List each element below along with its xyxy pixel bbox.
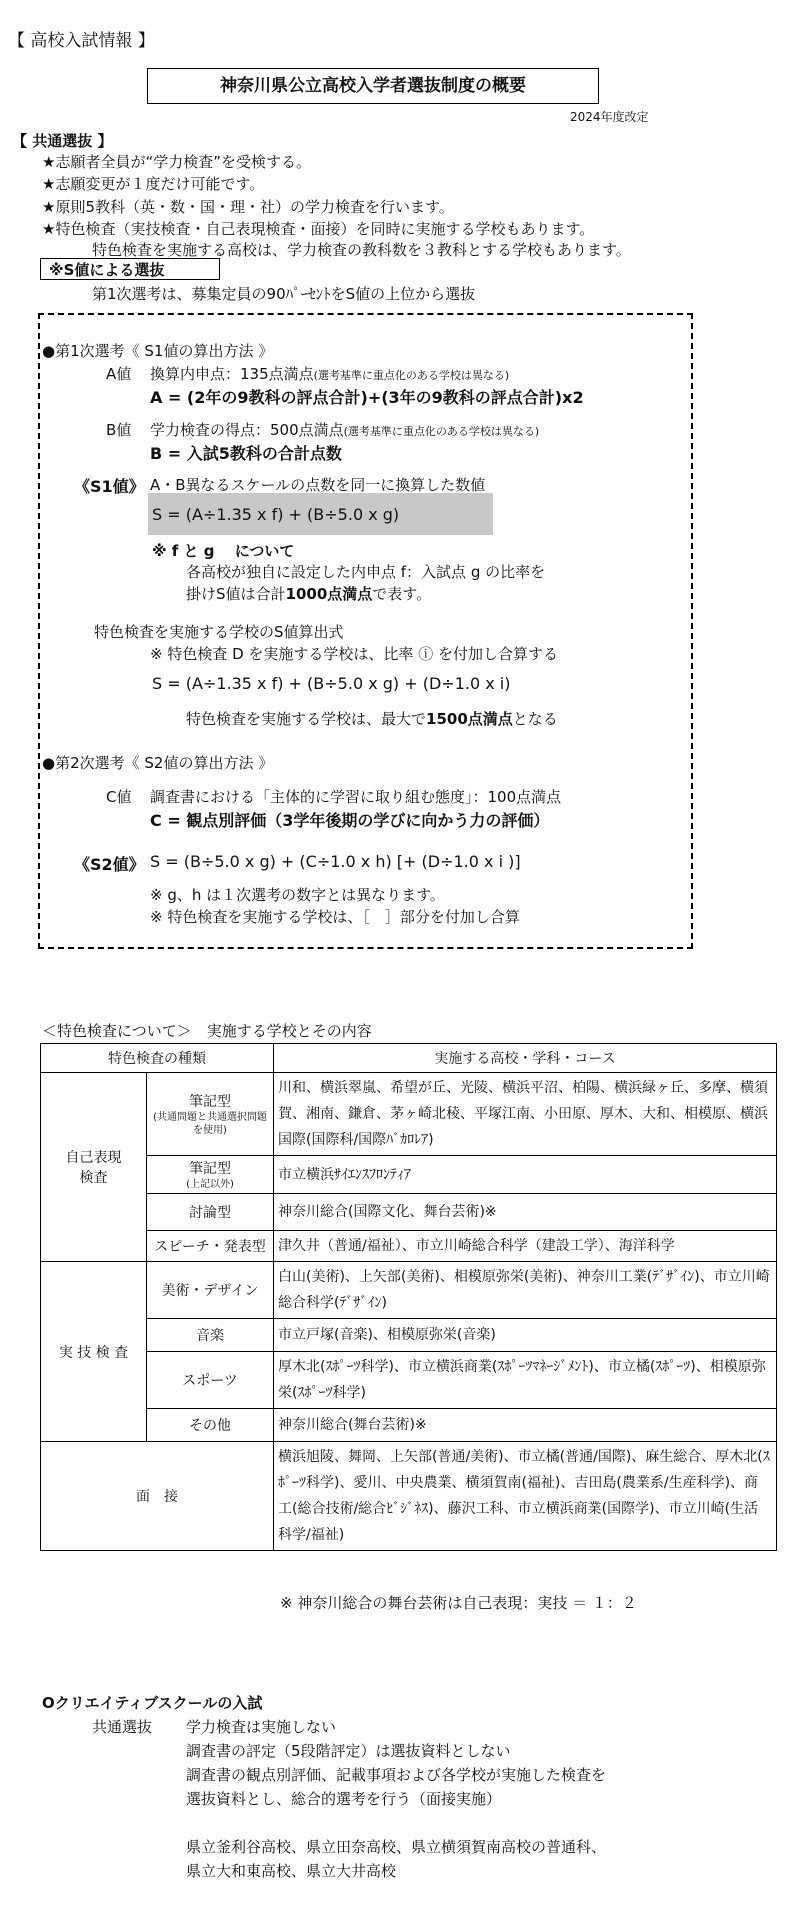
page-header: 【 高校入試情報 】 xyxy=(8,31,155,51)
common-note: 特色検査を実施する高校は、学力検査の教科数を３教科とする学校もあります。 xyxy=(92,241,631,259)
feat-title: 特色検査を実施する学校のS値算出式 xyxy=(94,623,344,641)
table-cell-schools: 神奈川総合(国際文化、舞台芸術)※ xyxy=(274,1194,777,1231)
feat-note: ※ 特色検査 D を実施する学校は、比率 ⓘ を付加し合算する xyxy=(150,645,558,663)
s1-formula: S = (A÷1.35 x f) + (B÷5.0 x g) xyxy=(152,505,400,524)
common-item: ★原則5教科（英・数・国・理・社）の学力検査を行います。 xyxy=(42,198,454,216)
creative-line: 調査書の評定（5段階評定）は選抜資料としない xyxy=(186,1742,511,1760)
s1-label: 《S1値》 xyxy=(74,477,145,496)
table-cell-type: 筆記型 (上記以外) xyxy=(147,1156,274,1194)
common-item: ★志願変更が１度だけ可能です。 xyxy=(42,175,265,193)
creative-line: 選抜資料とし、総合的選考を行う（面接実施） xyxy=(186,1790,502,1808)
feat-max: 特色検査を実施する学校は、最大で1500点満点となる xyxy=(186,710,558,728)
table-cell-schools: 市立戸塚(音楽)、相模原弥栄(音楽) xyxy=(274,1319,777,1352)
creative-schools: 県立大和東高校、県立大井高校 xyxy=(186,1862,397,1880)
svalue-label: ※S値による選抜 xyxy=(40,258,220,280)
a-formula: A = (2年の9教科の評点合計)+(3年の9教科の評点合計)x2 xyxy=(150,388,584,407)
table-cell-schools: 川和、横浜翠嵐、希望が丘、光陵、横浜平沼、柏陽、横浜緑ヶ丘、多摩、横須賀、湘南、鎌倉、茅ヶ崎北稜、平塚江南、小田原、厚木、大和、相模原、横浜国際(国際科/国際ﾊﾞｶﾛﾚｱ) xyxy=(274,1073,777,1156)
table-cell-type: 筆記型 (共通問題と共通選択問題を使用) xyxy=(147,1073,274,1156)
s1-heading: ●第1次選考《 S1値の算出方法 》 xyxy=(42,342,274,360)
fg-line2: 掛けS値は合計1000点満点で表す。 xyxy=(186,585,432,603)
table-cell-schools: 津久井（普通/福祉）、市立川崎総合科学（建設工学）、海洋科学 xyxy=(274,1231,777,1262)
s2-note: ※ g、h は１次選考の数字とは異なります。 xyxy=(150,886,445,904)
creative-line: 調査書の観点別評価、記載事項および各学校が実施した検査を xyxy=(186,1766,607,1784)
common-heading: 【 共通選抜 】 xyxy=(12,132,113,150)
s1-desc: A・B異なるスケールの点数を同一に換算した数値 xyxy=(150,476,486,494)
table-cell-schools: 横浜旭陵、舞岡、上矢部(普通/美術)、市立橘(普通/国際)、麻生総合、厚木北(ｽﾎﾟｰﾂ科学)、愛川、中央農業、横須賀南(福祉)、吉田島(農業系/生産科学)、商工(総合技術/総合ﾋﾞｼﾞﾈｽ)、藤沢工科、市立横浜商業(国際学)、市立川崎(生活科学/福祉) xyxy=(274,1442,777,1551)
a-label: A値 xyxy=(106,365,132,383)
creative-line: 学力検査は実施しない xyxy=(186,1718,337,1736)
fg-title: ※ f と g について xyxy=(152,542,295,560)
c-text: 調査書における「主体的に学習に取り組む態度」：100点満点 xyxy=(150,788,562,806)
c-label: C値 xyxy=(106,788,132,806)
c-formula: C = 観点別評価（3学年後期の学びに向かう力の評価） xyxy=(150,811,550,830)
page-title: 神奈川県公立高校入学者選抜制度の概要 xyxy=(147,68,599,104)
s2-formula: S = (B÷5.0 x g) + (C÷1.0 x h) [+ (D÷1.0 x i )] xyxy=(150,852,521,871)
table-caption: ＜特色検査について＞ 実施する学校とその内容 xyxy=(42,1022,372,1040)
table-cell-schools: 厚木北(ｽﾎﾟｰﾂ科学)、市立横浜商業(ｽﾎﾟｰﾂﾏﾈｰｼﾞﾒﾝﾄ)、市立橘(ｽﾎﾟｰﾂ)、相模原弥栄(ｽﾎﾟｰﾂ科学) xyxy=(274,1352,777,1409)
table-cell-type: 討論型 xyxy=(147,1194,274,1231)
revision-note: 2024年度改定 xyxy=(570,110,649,124)
table-cell-type: その他 xyxy=(147,1409,274,1442)
skill-test-label: 実 技 検 査 xyxy=(41,1262,147,1442)
feature-test-table xyxy=(40,1043,777,1551)
feat-formula: S = (A÷1.35 x f) + (B÷5.0 x g) + (D÷1.0 x i) xyxy=(152,674,511,693)
table-cell-type: スポーツ xyxy=(147,1352,274,1409)
table-cell-schools: 神奈川総合(舞台芸術)※ xyxy=(274,1409,777,1442)
table-cell-schools: 白山(美術)、上矢部(美術)、相模原弥栄(美術)、神奈川工業(ﾃﾞｻﾞｲﾝ)、市立川崎総合科学(ﾃﾞｻﾞｲﾝ) xyxy=(274,1262,777,1319)
table-footnote: ※ 神奈川総合の舞台芸術は自己表現：実技 ＝ １：２ xyxy=(280,1594,637,1612)
b-label: B値 xyxy=(106,421,132,439)
a-text: 換算内申点：135点満点(選考基準に重点化のある学校は異なる) xyxy=(150,365,510,383)
common-item: ★特色検査（実技検査・自己表現検査・面接）を同時に実施する学校もあります。 xyxy=(42,220,595,238)
table-cell-type: スピーチ・発表型 xyxy=(147,1231,274,1262)
interview-label: 面 接 xyxy=(41,1442,274,1551)
s2-note: ※ 特色検査を実施する学校は、［ ］部分を付加し合算 xyxy=(150,908,520,926)
table-cell-type: 美術・デザイン xyxy=(147,1262,274,1319)
b-formula: B = 入試5教科の合計点数 xyxy=(150,444,342,463)
table-cell-schools: 市立横浜ｻｲｴﾝｽﾌﾛﾝﾃｨｱ xyxy=(274,1156,777,1194)
table-header: 実施する高校・学科・コース xyxy=(274,1044,777,1073)
table-header: 特色検査の種類 xyxy=(41,1044,274,1073)
creative-label: 共通選抜 xyxy=(92,1718,153,1736)
creative-schools: 県立釜利谷高校、県立田奈高校、県立横須賀南高校の普通科、 xyxy=(186,1838,607,1856)
common-item: ★志願者全員が“学力検査”を受検する。 xyxy=(42,153,311,171)
table-cell-type: 音楽 xyxy=(147,1319,274,1352)
s2-heading: ●第2次選考《 S2値の算出方法 》 xyxy=(42,754,274,772)
creative-heading: Oクリエイティブスクールの入試 xyxy=(42,1694,263,1712)
self-expression-label: 自己表現 検査 xyxy=(41,1073,147,1262)
s2-label: 《S2値》 xyxy=(74,855,145,874)
b-text: 学力検査の得点：500点満点(選考基準に重点化のある学校は異なる) xyxy=(150,421,540,439)
fg-line1: 各高校が独自に設定した内申点 f：入試点 g の比率を xyxy=(186,563,546,581)
svalue-desc: 第1次選考は、募集定員の90ﾊﾟｰｾﾝﾄをS値の上位から選抜 xyxy=(92,285,476,303)
